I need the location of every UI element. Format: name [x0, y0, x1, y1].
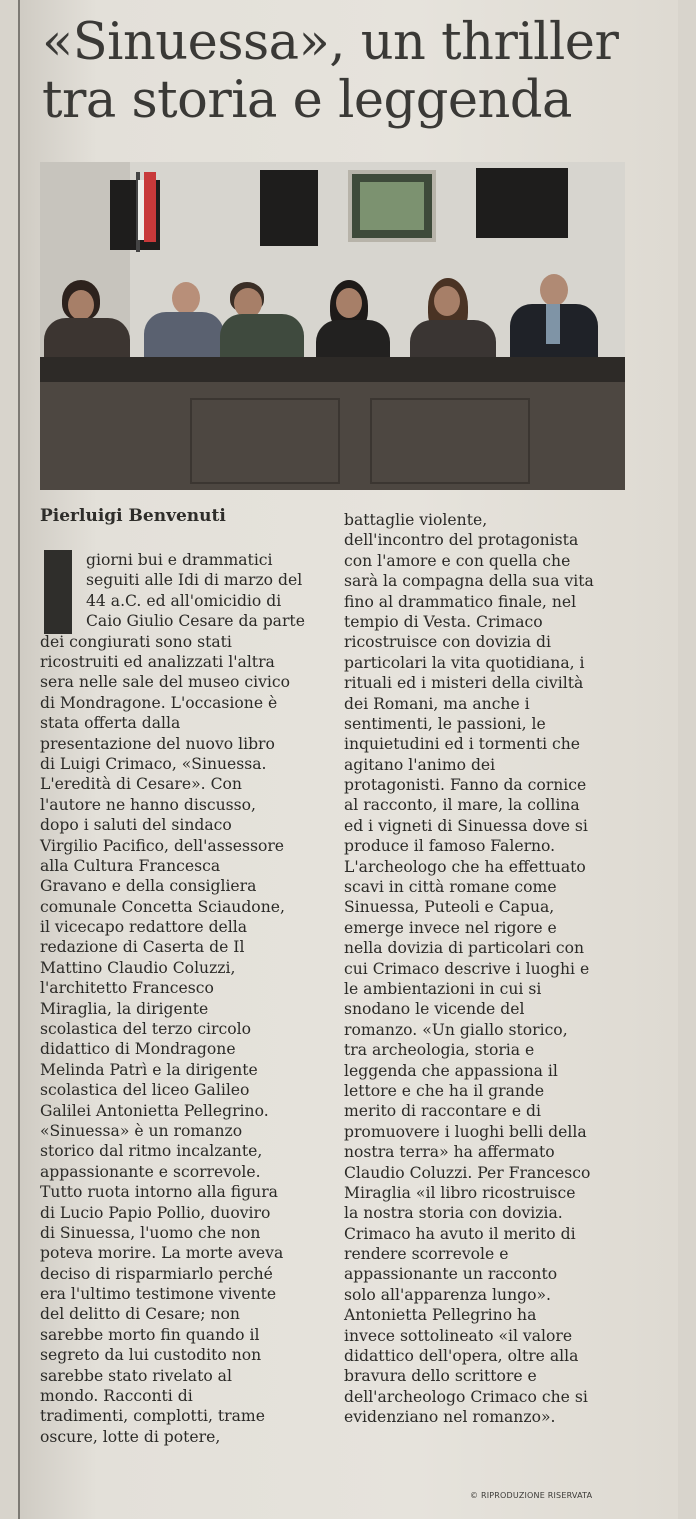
text-line: scavi in città romane come — [344, 878, 557, 897]
text-line: ricostruisce con dovizia di — [344, 633, 551, 652]
text-line: agitano l'animo dei — [344, 755, 496, 774]
text-line: dell'archeologo Crimaco che si — [344, 1387, 588, 1406]
text-line: Gravano e della consigliera — [40, 877, 257, 896]
text-line: l'autore ne hanno discusso, — [40, 795, 257, 814]
text-line: era l'ultimo testimone vivente — [40, 1285, 277, 1304]
text-line: di Lucio Papio Pollio, duoviro — [40, 1203, 271, 1222]
text-line: deciso di risparmiarlo perché — [40, 1264, 273, 1283]
text-line: Melinda Patrì e la dirigente — [40, 1060, 258, 1079]
text-line: segreto da lui custodito non — [40, 1346, 262, 1365]
text-line: le ambientazioni in cui si — [344, 979, 542, 998]
column-2-body — [344, 510, 594, 1428]
text-line: Caio Giulio Cesare da parte — [86, 612, 305, 631]
text-line: tra archeologia, storia e — [344, 1041, 535, 1060]
text-line: Virgilio Pacifico, dell'assessore — [40, 836, 285, 855]
text-line: 44 a.C. ed all'omicidio di — [86, 591, 282, 610]
text-line: «Sinuessa» è un romanzo — [40, 1121, 243, 1140]
text-line: dei congiurati sono stati — [40, 632, 232, 651]
text-line: nella dovizia di particolari con — [344, 939, 585, 958]
event-photo — [40, 162, 625, 490]
text-line: inquietudini ed i tormenti che — [344, 735, 581, 754]
text-line: comunale Concetta Sciaudone, — [40, 897, 285, 916]
text-line: rendere scorrevole e — [344, 1245, 509, 1264]
text-line: mondo. Racconti di — [40, 1387, 193, 1406]
headline-line-1: «Sinuessa», un thriller — [42, 13, 619, 72]
column-rule — [18, 0, 20, 1519]
text-line: del delitto di Cesare; non — [40, 1305, 240, 1324]
text-line: di Sinuessa, l'uomo che non — [40, 1223, 261, 1242]
text-line: ed i vigneti di Sinuessa dove si — [344, 816, 588, 835]
text-line: evidenziano nel romanzo». — [344, 1408, 556, 1427]
conference-table-top — [40, 357, 625, 383]
text-line: solo all'apparenza lungo». — [344, 1285, 551, 1304]
text-line: particolari la vita quotidiana, i — [344, 653, 585, 672]
text-line: L'archeologo che ha effettuato — [344, 857, 586, 876]
text-line: produce il famoso Falerno. — [344, 837, 556, 856]
text-line: alla Cultura Francesca — [40, 856, 221, 875]
text-line: ricostruiti ed analizzati l'altra — [40, 652, 275, 671]
text-line: oscure, lotte di potere, — [40, 1427, 221, 1446]
flag-red — [144, 172, 156, 242]
text-line: l'architetto Francesco — [40, 979, 214, 998]
text-line: Crimaco ha avuto il merito di — [344, 1224, 576, 1243]
article-headline — [42, 14, 662, 130]
text-line: poteva morire. La morte aveva — [40, 1244, 284, 1263]
text-line: protagonisti. Fanno da cornice — [344, 776, 587, 795]
text-line: al racconto, il mare, la collina — [344, 796, 580, 815]
text-line: dopo i saluti del sindaco — [40, 816, 232, 835]
table-panel — [370, 398, 530, 484]
text-line: sarebbe stato rivelato al — [40, 1366, 232, 1385]
byline: Pierluigi Benvenuti — [40, 506, 226, 526]
column-1-body — [40, 632, 290, 1448]
text-line: sera nelle sale del museo civico — [40, 673, 291, 692]
text-line: emerge invece nel rigore e — [344, 918, 557, 937]
text-line: Galilei Antonietta Pellegrino. — [40, 1101, 269, 1120]
text-line: sarebbe morto fin quando il — [40, 1325, 260, 1344]
text-line: Tutto ruota intorno alla figura — [40, 1183, 278, 1202]
text-line: Antonietta Pellegrino ha — [344, 1306, 537, 1325]
text-line: con l'amore e con quella che — [344, 551, 571, 570]
text-line: dell'incontro del protagonista — [344, 531, 579, 550]
text-line: snodano le vicende del — [344, 1000, 525, 1019]
panelist-6 — [506, 274, 602, 370]
text-line: L'eredità di Cesare». Con — [40, 775, 242, 794]
text-line: Miraglia, la dirigente — [40, 999, 209, 1018]
text-line: battaglie violente, — [344, 511, 488, 529]
text-line: il vicecapo redattore della — [40, 918, 248, 937]
text-line: Miraglia «il libro ricostruisce — [344, 1183, 576, 1202]
text-line: invece sottolineato «il valore — [344, 1326, 573, 1345]
table-panel — [190, 398, 340, 484]
text-line: didattico dell'opera, oltre alla — [344, 1347, 579, 1366]
text-line: promuovere i luoghi belli della — [344, 1122, 587, 1141]
text-line: giorni bui e drammatici — [86, 551, 273, 569]
text-line: la nostra storia con dovizia. — [344, 1204, 563, 1223]
text-line: seguiti alle Idi di marzo del — [86, 571, 303, 590]
text-line: leggenda che appassiona il — [344, 1061, 558, 1080]
text-line: scolastica del liceo Galileo — [40, 1081, 250, 1100]
text-line: presentazione del nuovo libro — [40, 734, 275, 753]
text-line: storico dal ritmo incalzante, — [40, 1142, 263, 1161]
text-line: stata offerta dalla — [40, 714, 181, 733]
text-line: sarà la compagna della sua vita — [344, 572, 594, 591]
framed-map — [348, 170, 436, 242]
text-line: fino al drammatico finale, nel — [344, 592, 577, 611]
text-line: scolastica del terzo circolo — [40, 1020, 251, 1039]
text-line: dei Romani, ma anche i — [344, 694, 530, 713]
text-line: cui Crimaco descrive i luoghi e — [344, 959, 590, 978]
text-line: Claudio Coluzzi. Per Francesco — [344, 1163, 591, 1182]
text-line: tradimenti, complotti, trame — [40, 1407, 265, 1426]
column-1-intro — [86, 550, 305, 632]
text-line: di Mondragone. L'occasione è — [40, 693, 278, 712]
text-line: redazione di Caserta de Il — [40, 938, 245, 957]
text-line: lettore e che ha il grande — [344, 1081, 545, 1100]
text-line: bravura dello scrittore e — [344, 1367, 537, 1386]
text-line: merito di raccontare e di — [344, 1102, 542, 1121]
text-line: sentimenti, le passioni, le — [344, 714, 546, 733]
text-line: didattico di Mondragone — [40, 1040, 236, 1059]
text-line: tempio di Vesta. Crimaco — [344, 612, 543, 631]
copyright-notice: © RIPRODUZIONE RISERVATA — [470, 1491, 593, 1500]
text-line: romanzo. «Un giallo storico, — [344, 1020, 568, 1039]
text-line: Sinuessa, Puteoli e Capua, — [344, 898, 555, 917]
photo-dark-panel-center — [260, 170, 318, 246]
text-line: Mattino Claudio Coluzzi, — [40, 958, 236, 977]
text-line: appassionante un racconto — [344, 1265, 558, 1284]
text-line: appassionante e scorrevole. — [40, 1162, 261, 1181]
text-line: nostra terra» ha affermato — [344, 1143, 555, 1162]
text-line: di Luigi Crimaco, «Sinuessa. — [40, 754, 267, 773]
photo-dark-panel-right — [476, 168, 568, 238]
headline-line-2: tra storia e leggenda — [42, 71, 572, 130]
text-line: rituali ed i misteri della civiltà — [344, 674, 584, 693]
